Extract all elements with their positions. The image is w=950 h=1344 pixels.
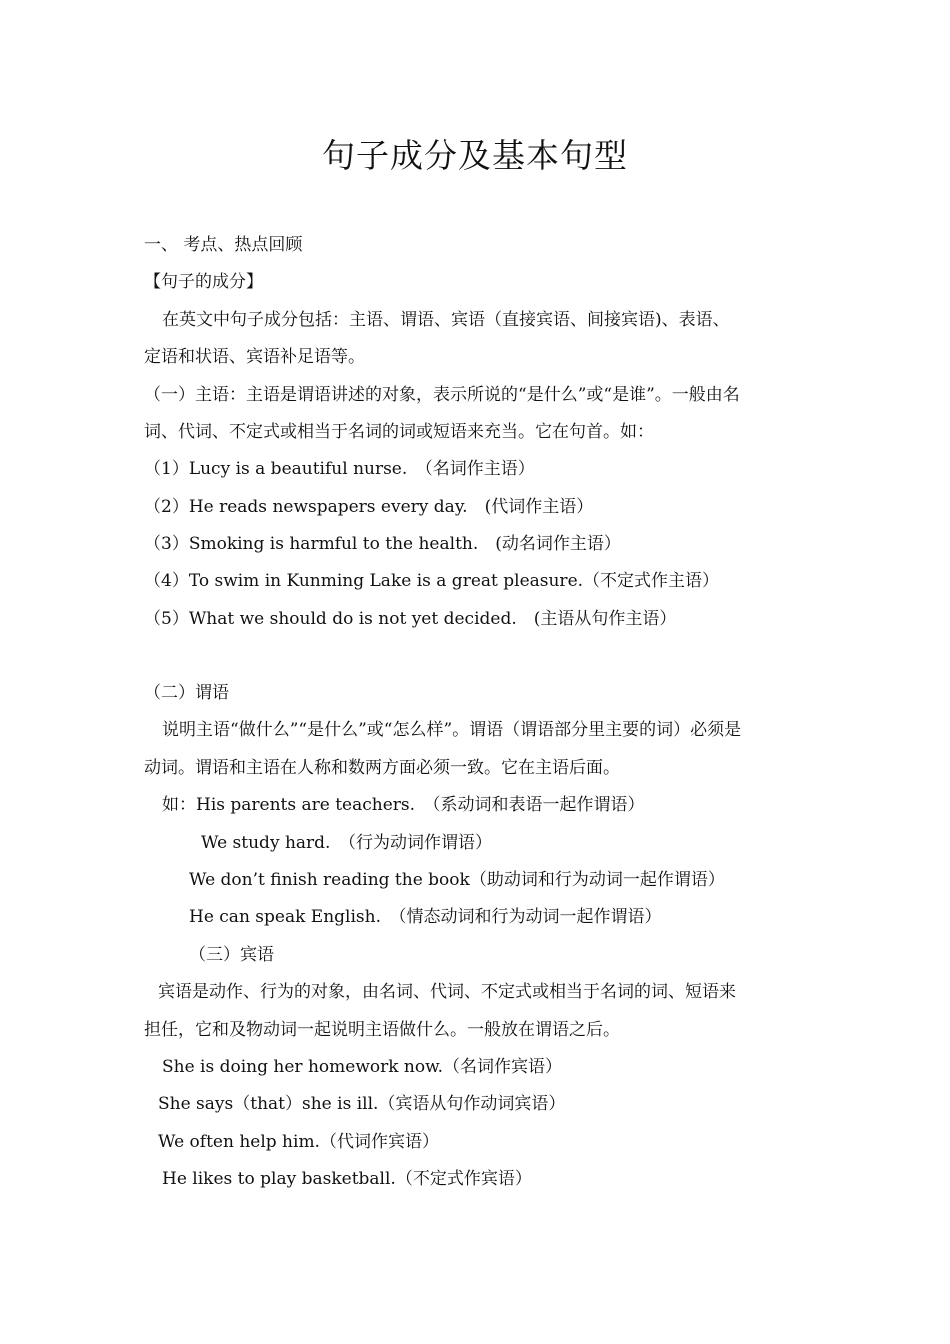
paragraph-line: 定语和状语、宾语补足语等。 [144,347,365,367]
example-line: He likes to play basketball.（不定式作宾语） [162,1169,532,1189]
paragraph-line: 词、代词、不定式或相当于名词的词或短语来充当。它在句首。如： [144,422,654,442]
paragraph-line: 宾语是动作、行为的对象，由名词、代词、不定式或相当于名词的词、短语来 [158,982,736,1002]
example-line: （2）He reads newspapers every day. (代词作主语） [144,497,594,517]
example-line: 如：His parents are teachers. （系动词和表语一起作谓语） [162,795,645,815]
example-line: （4）To swim in Kunming Lake is a great pleasure.（不定式作主语） [144,571,720,591]
paragraph-line: 动词。谓语和主语在人称和数两方面必须一致。它在主语后面。 [144,758,620,778]
example-line: （3）Smoking is harmful to the health. (动名词作主语） [144,534,621,554]
example-line: He can speak English. （情态动词和行为动词一起作谓语） [189,907,662,927]
paragraph-line: 担任，它和及物动词一起说明主语做什么。一般放在谓语之后。 [144,1020,620,1040]
section-heading: （二）谓语 [144,683,229,703]
section-heading: （三）宾语 [189,945,274,965]
example-line: We don’t finish reading the book（助动词和行为动词一起作谓语） [189,870,725,890]
paragraph-line: 说明主语“做什么”“是什么”或“怎么样”。谓语（谓语部分里主要的词）必须是 [162,720,742,740]
example-line: She says（that）she is ill.（宾语从句作动词宾语） [158,1094,566,1114]
example-line: （1）Lucy is a beautiful nurse. （名词作主语） [144,459,535,479]
example-line: We study hard. （行为动词作谓语） [201,833,492,853]
paragraph-line: 在英文中句子成分包括：主语、谓语、宾语（直接宾语、间接宾语)、表语、 [162,310,730,330]
example-line: She is doing her homework now.（名词作宾语） [162,1057,563,1077]
section-heading: 一、 考点、热点回顾 [144,235,303,255]
example-line: （5）What we should do is not yet decided. (主语从句作主语） [144,609,677,629]
paragraph-line: （一）主语：主语是谓语讲述的对象，表示所说的“是什么”或“是谁”。一般由名 [144,385,740,405]
document-title: 句子成分及基本句型 [322,136,628,175]
subsection-heading: 【句子的成分】 [144,272,263,292]
example-line: We often help him.（代词作宾语） [158,1132,439,1152]
